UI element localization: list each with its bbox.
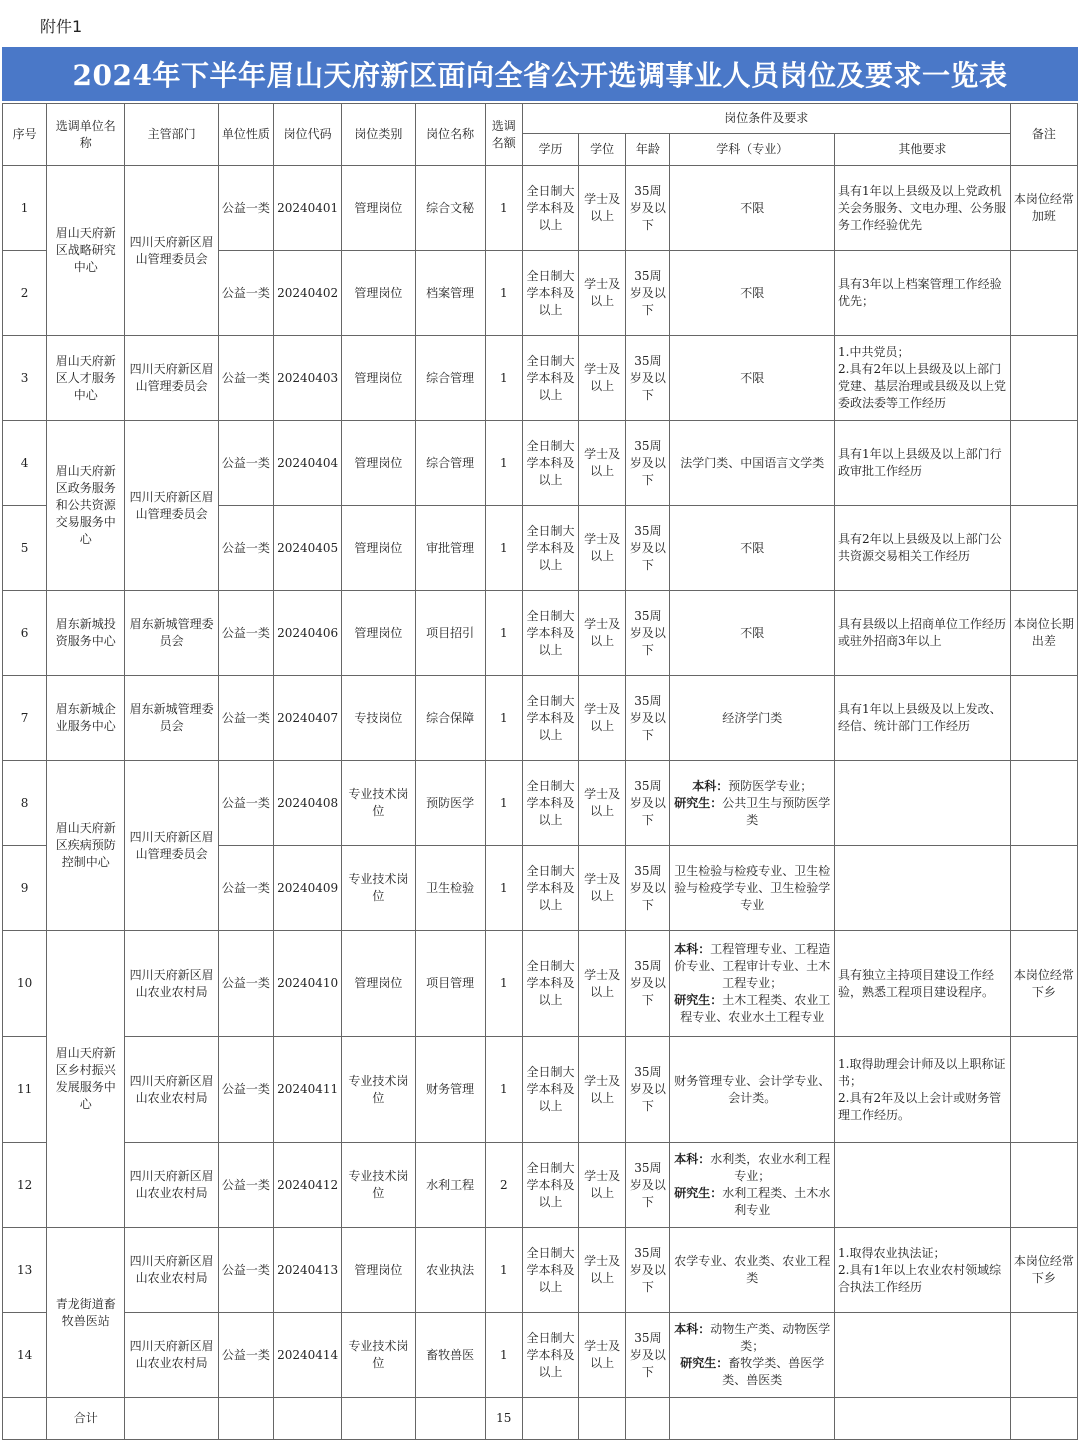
quota-cell: 1 [485, 506, 522, 591]
code-cell: 20240401 [273, 166, 341, 251]
header-dept: 主管部门 [125, 104, 218, 166]
major-text: 土木工程类、农业工程专业、农业水土工程专业 [680, 993, 831, 1024]
major-cell: 法学门类、中国语言文学类 [670, 421, 835, 506]
major-cell: 不限 [670, 166, 835, 251]
nature-cell: 公益一类 [218, 676, 273, 761]
remark-cell [1010, 506, 1077, 591]
category-cell: 管理岗位 [342, 1228, 415, 1313]
post-cell: 农业执法 [415, 1228, 485, 1313]
header-education: 学历 [522, 134, 578, 166]
quota-cell: 1 [485, 251, 522, 336]
seq-cell: 12 [3, 1143, 47, 1228]
category-cell: 管理岗位 [342, 506, 415, 591]
major-text: 动物生产类、动物医学类； [710, 1322, 831, 1353]
category-cell: 管理岗位 [342, 251, 415, 336]
table-row [3, 931, 1078, 1037]
remark-cell: 本岗位经常下乡 [1010, 1228, 1077, 1313]
table-row [3, 336, 1078, 421]
age-cell: 35周岁及以下 [626, 251, 670, 336]
post-cell: 综合管理 [415, 336, 485, 421]
dept-cell: 四川天府新区眉山管理委员会 [125, 336, 218, 421]
remark-cell [1010, 336, 1077, 421]
code-cell: 20240410 [273, 931, 341, 1037]
nature-cell: 公益一类 [218, 1037, 273, 1143]
category-cell: 专业技术岗位 [342, 1037, 415, 1143]
education-cell: 全日制大学本科及以上 [522, 1228, 578, 1313]
degree-cell: 学士及以上 [579, 1313, 626, 1398]
post-cell: 畜牧兽医 [415, 1313, 485, 1398]
positions-table [2, 103, 1078, 1440]
dept-cell: 四川天府新区眉山农业农村局 [125, 1313, 218, 1398]
header-code: 岗位代码 [273, 104, 341, 166]
seq-cell: 10 [3, 931, 47, 1037]
dept-cell: 眉东新城管理委员会 [125, 676, 218, 761]
quota-cell: 1 [485, 591, 522, 676]
quota-cell: 1 [485, 1228, 522, 1313]
quota-cell: 1 [485, 1037, 522, 1143]
major-cell: 不限 [670, 251, 835, 336]
header-remark: 备注 [1010, 104, 1077, 166]
table-row [3, 591, 1078, 676]
age-cell: 35周岁及以下 [626, 166, 670, 251]
other-cell: 具有1年以上县级及以上党政机关会务服务、文电办理、公务服务工作经验优先 [835, 166, 1011, 251]
major-level-label: 研究生： [674, 993, 723, 1007]
major-text: 畜牧学类、兽医学类、兽医类 [722, 1356, 825, 1387]
seq-cell: 7 [3, 676, 47, 761]
page-title: 2024年下半年眉山天府新区面向全省公开选调事业人员岗位及要求一览表 [72, 59, 1008, 92]
seq-cell: 14 [3, 1313, 47, 1398]
major-level-label: 本科： [692, 778, 729, 793]
table-row [3, 421, 1078, 506]
table-body [3, 166, 1078, 1398]
major-level-label: 本科： [674, 1152, 711, 1166]
code-cell: 20240413 [273, 1228, 341, 1313]
other-cell: 1.中共党员； 2.具有2年以上县级及以上部门党建、基层治理或县级及以上党委政法委等工作经历 [835, 336, 1011, 421]
major-text: 水利工程类、土木水利专业 [722, 1186, 831, 1217]
unit-cell: 眉山天府新区乡村振兴发展服务中心 [47, 931, 125, 1228]
nature-cell: 公益一类 [218, 846, 273, 931]
quota-cell: 1 [485, 761, 522, 846]
other-cell: 具有2年以上县级及以上部门公共资源交易相关工作经历 [835, 506, 1011, 591]
category-cell: 专业技术岗位 [342, 761, 415, 846]
header-post: 岗位名称 [415, 104, 485, 166]
table-row [3, 1037, 1078, 1143]
major-text: 预防医学专业； [728, 778, 813, 793]
post-cell: 财务管理 [415, 1037, 485, 1143]
header-unit: 选调单位名称 [47, 104, 125, 166]
unit-cell: 眉山天府新区政务服务和公共资源交易服务中心 [47, 421, 125, 591]
education-cell: 全日制大学本科及以上 [522, 1313, 578, 1398]
seq-cell: 3 [3, 336, 47, 421]
education-cell: 全日制大学本科及以上 [522, 676, 578, 761]
quota-cell: 1 [485, 931, 522, 1037]
age-cell: 35周岁及以下 [626, 591, 670, 676]
nature-cell: 公益一类 [218, 1228, 273, 1313]
quota-cell: 1 [485, 421, 522, 506]
quota-cell: 1 [485, 166, 522, 251]
other-cell: 具有1年以上县级及以上部门行政审批工作经历 [835, 421, 1011, 506]
remark-cell [1010, 676, 1077, 761]
remark-cell [1010, 421, 1077, 506]
code-cell: 20240411 [273, 1037, 341, 1143]
unit-cell: 青龙街道畜牧兽医站 [47, 1228, 125, 1398]
table-row [3, 676, 1078, 761]
age-cell: 35周岁及以下 [626, 676, 670, 761]
other-cell [835, 1143, 1011, 1228]
header-seq: 序号 [3, 104, 47, 166]
age-cell: 35周岁及以下 [626, 506, 670, 591]
seq-cell: 1 [3, 166, 47, 251]
unit-cell: 眉东新城企业服务中心 [47, 676, 125, 761]
code-cell: 20240405 [273, 506, 341, 591]
seq-cell: 9 [3, 846, 47, 931]
header-row [3, 104, 1078, 134]
table-row [3, 1228, 1078, 1313]
other-cell [835, 846, 1011, 931]
degree-cell: 学士及以上 [579, 591, 626, 676]
remark-cell [1010, 1313, 1077, 1398]
dept-cell: 眉东新城管理委员会 [125, 591, 218, 676]
remark-cell: 本岗位经常下乡 [1010, 931, 1077, 1037]
table-row [3, 761, 1078, 846]
unit-cell: 眉山天府新区战略研究中心 [47, 166, 125, 336]
header-category: 岗位类别 [342, 104, 415, 166]
quota-cell: 1 [485, 336, 522, 421]
dept-cell: 四川天府新区眉山农业农村局 [125, 931, 218, 1037]
code-cell: 20240409 [273, 846, 341, 931]
header-age: 年龄 [626, 134, 670, 166]
education-cell: 全日制大学本科及以上 [522, 336, 578, 421]
category-cell: 管理岗位 [342, 166, 415, 251]
nature-cell: 公益一类 [218, 931, 273, 1037]
category-cell: 管理岗位 [342, 336, 415, 421]
degree-cell: 学士及以上 [579, 846, 626, 931]
dept-cell: 四川天府新区眉山农业农村局 [125, 1143, 218, 1228]
seq-cell: 2 [3, 251, 47, 336]
seq-cell: 5 [3, 506, 47, 591]
dept-cell: 四川天府新区眉山管理委员会 [125, 761, 218, 931]
seq-cell: 8 [3, 761, 47, 846]
major-text: 水利类，农业水利工程专业； [710, 1152, 831, 1183]
dept-cell: 四川天府新区眉山管理委员会 [125, 421, 218, 591]
nature-cell: 公益一类 [218, 251, 273, 336]
other-cell [835, 1313, 1011, 1398]
post-cell: 卫生检验 [415, 846, 485, 931]
degree-cell: 学士及以上 [579, 931, 626, 1037]
nature-cell: 公益一类 [218, 1313, 273, 1398]
header-degree: 学位 [579, 134, 626, 166]
remark-cell [1010, 251, 1077, 336]
quota-cell: 1 [485, 676, 522, 761]
age-cell: 35周岁及以下 [626, 1228, 670, 1313]
remark-cell [1010, 846, 1077, 931]
dept-cell: 四川天府新区眉山农业农村局 [125, 1228, 218, 1313]
post-cell: 项目招引 [415, 591, 485, 676]
post-cell: 预防医学 [415, 761, 485, 846]
category-cell: 专业技术岗位 [342, 1143, 415, 1228]
category-cell: 专技岗位 [342, 676, 415, 761]
major-cell [670, 931, 835, 1037]
age-cell: 35周岁及以下 [626, 336, 670, 421]
other-cell: 1.取得助理会计师及以上职称证书； 2.具有2年及以上会计或财务管理工作经历。 [835, 1037, 1011, 1143]
degree-cell: 学士及以上 [579, 506, 626, 591]
table-row [3, 1143, 1078, 1228]
education-cell: 全日制大学本科及以上 [522, 506, 578, 591]
unit-cell: 眉山天府新区人才服务中心 [47, 336, 125, 421]
education-cell: 全日制大学本科及以上 [522, 1037, 578, 1143]
age-cell: 35周岁及以下 [626, 931, 670, 1037]
major-cell: 农学专业、农业类、农业工程类 [670, 1228, 835, 1313]
major-level-label: 研究生： [680, 1356, 729, 1370]
seq-cell: 6 [3, 591, 47, 676]
code-cell: 20240402 [273, 251, 341, 336]
major-text: 公共卫生与预防医学类 [722, 795, 831, 827]
major-text: 工程管理专业、工程造价专业、工程审计专业、土木工程专业； [674, 942, 831, 990]
category-cell: 管理岗位 [342, 421, 415, 506]
post-cell: 档案管理 [415, 251, 485, 336]
nature-cell: 公益一类 [218, 421, 273, 506]
major-level-label: 研究生： [674, 795, 723, 810]
dept-cell: 四川天府新区眉山管理委员会 [125, 166, 218, 336]
total-empty [3, 1398, 47, 1440]
degree-cell: 学士及以上 [579, 251, 626, 336]
education-cell: 全日制大学本科及以上 [522, 931, 578, 1037]
code-cell: 20240406 [273, 591, 341, 676]
degree-cell: 学士及以上 [579, 336, 626, 421]
header-conditions: 岗位条件及要求 [522, 104, 1010, 134]
degree-cell: 学士及以上 [579, 1143, 626, 1228]
nature-cell: 公益一类 [218, 1143, 273, 1228]
code-cell: 20240414 [273, 1313, 341, 1398]
major-cell: 卫生检验与检疫专业、卫生检验与检疫学专业、卫生检验学专业 [670, 846, 835, 931]
other-cell: 具有县级以上招商单位工作经历或驻外招商3年以上 [835, 591, 1011, 676]
degree-cell: 学士及以上 [579, 1228, 626, 1313]
major-cell: 不限 [670, 506, 835, 591]
other-cell: 具有独立主持项目建设工作经验，熟悉工程项目建设程序。 [835, 931, 1011, 1037]
other-cell: 具有1年以上县级及以上发改、经信、统计部门工作经历 [835, 676, 1011, 761]
age-cell: 35周岁及以下 [626, 846, 670, 931]
major-level-label: 本科： [674, 942, 711, 956]
remark-cell [1010, 1143, 1077, 1228]
category-cell: 管理岗位 [342, 931, 415, 1037]
education-cell: 全日制大学本科及以上 [522, 251, 578, 336]
header-other: 其他要求 [835, 134, 1011, 166]
education-cell: 全日制大学本科及以上 [522, 1143, 578, 1228]
category-cell: 专业技术岗位 [342, 1313, 415, 1398]
education-cell: 全日制大学本科及以上 [522, 591, 578, 676]
degree-cell: 学士及以上 [579, 1037, 626, 1143]
nature-cell: 公益一类 [218, 591, 273, 676]
table-row [3, 1313, 1078, 1398]
degree-cell: 学士及以上 [579, 676, 626, 761]
post-cell: 综合文秘 [415, 166, 485, 251]
unit-cell: 眉山天府新区疾病预防控制中心 [47, 761, 125, 931]
code-cell: 20240404 [273, 421, 341, 506]
nature-cell: 公益一类 [218, 506, 273, 591]
major-cell: 不限 [670, 591, 835, 676]
nature-cell: 公益一类 [218, 166, 273, 251]
education-cell: 全日制大学本科及以上 [522, 761, 578, 846]
age-cell: 35周岁及以下 [626, 1313, 670, 1398]
seq-cell: 4 [3, 421, 47, 506]
major-cell [670, 1313, 835, 1398]
post-cell: 项目管理 [415, 931, 485, 1037]
title-banner [2, 47, 1078, 101]
major-level-label: 研究生： [674, 1186, 723, 1200]
major-cell: 不限 [670, 336, 835, 421]
post-cell: 综合管理 [415, 421, 485, 506]
other-cell: 具有3年以上档案管理工作经验优先； [835, 251, 1011, 336]
post-cell: 审批管理 [415, 506, 485, 591]
major-cell [670, 1143, 835, 1228]
age-cell: 35周岁及以下 [626, 421, 670, 506]
education-cell: 全日制大学本科及以上 [522, 846, 578, 931]
degree-cell: 学士及以上 [579, 421, 626, 506]
unit-cell: 眉东新城投资服务中心 [47, 591, 125, 676]
post-cell: 水利工程 [415, 1143, 485, 1228]
degree-cell: 学士及以上 [579, 166, 626, 251]
age-cell: 35周岁及以下 [626, 1037, 670, 1143]
education-cell: 全日制大学本科及以上 [522, 166, 578, 251]
dept-cell: 四川天府新区眉山农业农村局 [125, 1037, 218, 1143]
degree-cell: 学士及以上 [579, 761, 626, 846]
header-major: 学科（专业） [670, 134, 835, 166]
quota-cell: 2 [485, 1143, 522, 1228]
quota-cell: 1 [485, 846, 522, 931]
quota-cell: 1 [485, 1313, 522, 1398]
remark-cell: 本岗位长期出差 [1010, 591, 1077, 676]
other-cell [835, 761, 1011, 846]
major-level-label: 本科： [674, 1322, 711, 1336]
seq-cell: 11 [3, 1037, 47, 1143]
age-cell: 35周岁及以下 [626, 761, 670, 846]
table-row [3, 166, 1078, 251]
attachment-label: 附件1 [40, 17, 83, 36]
code-cell: 20240412 [273, 1143, 341, 1228]
total-label: 合计 [47, 1398, 125, 1440]
total-row [3, 1398, 1078, 1440]
education-cell: 全日制大学本科及以上 [522, 421, 578, 506]
code-cell: 20240407 [273, 676, 341, 761]
major-cell: 经济学门类 [670, 676, 835, 761]
header-nature: 单位性质 [218, 104, 273, 166]
remark-cell [1010, 761, 1077, 846]
major-cell [670, 761, 835, 846]
nature-cell: 公益一类 [218, 336, 273, 421]
header-quota: 选调名额 [485, 104, 522, 166]
category-cell: 专业技术岗位 [342, 846, 415, 931]
other-cell: 1.取得农业执法证； 2.具有1年以上农业农村领域综合执法工作经历 [835, 1228, 1011, 1313]
seq-cell: 13 [3, 1228, 47, 1313]
code-cell: 20240408 [273, 761, 341, 846]
category-cell: 管理岗位 [342, 591, 415, 676]
remark-cell: 本岗位经常加班 [1010, 166, 1077, 251]
remark-cell [1010, 1037, 1077, 1143]
nature-cell: 公益一类 [218, 761, 273, 846]
total-quota: 15 [485, 1398, 522, 1440]
post-cell: 综合保障 [415, 676, 485, 761]
age-cell: 35周岁及以下 [626, 1143, 670, 1228]
major-cell: 财务管理专业、会计学专业、会计类。 [670, 1037, 835, 1143]
code-cell: 20240403 [273, 336, 341, 421]
